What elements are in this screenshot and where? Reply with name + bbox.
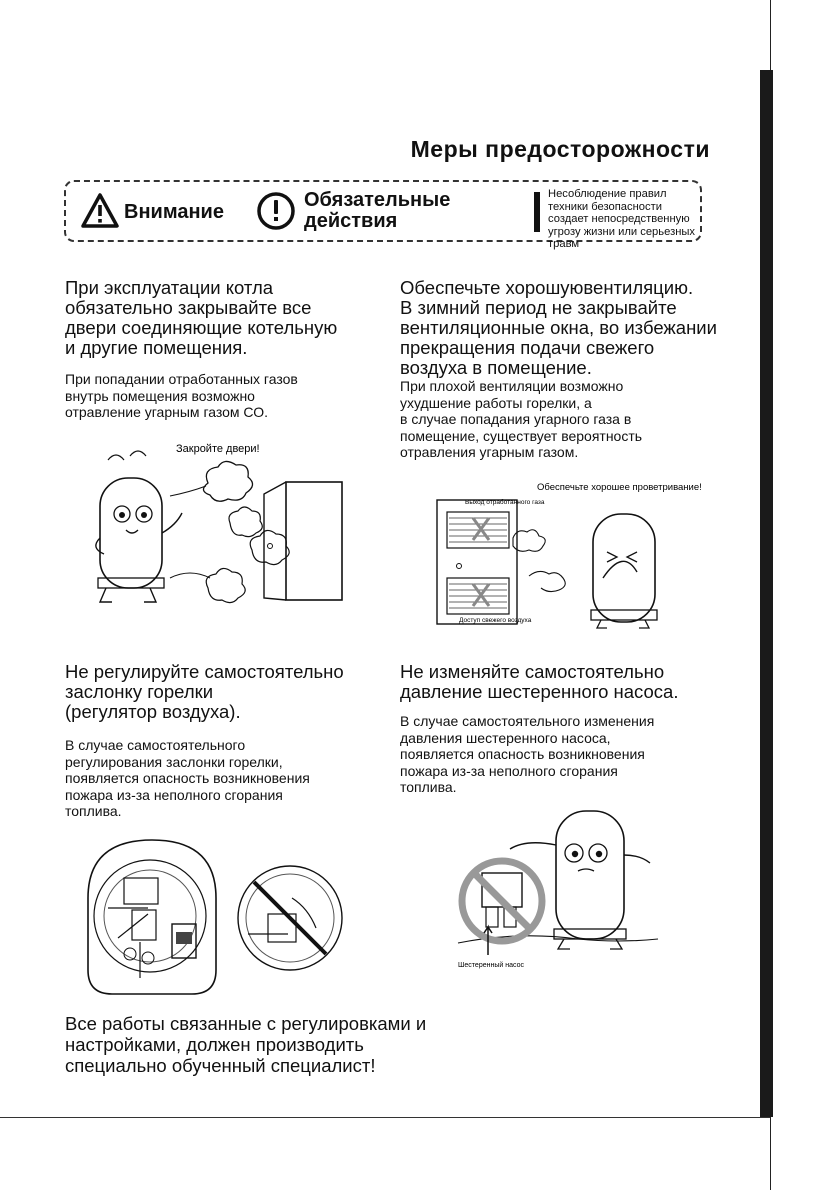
page-title: Меры предосторожности [410,136,710,162]
chapter-tab-bar [760,70,773,1117]
mandatory-label-line2: действия [304,210,398,232]
warning-label: Внимание [124,201,224,223]
burner-damper-illustration [78,838,360,996]
doors-body: При попадании отработанных газов внутрь помещения возможно отравление угарным газом СО. [65,371,298,420]
footer-divider [0,1117,770,1118]
fresh-air-label: Доступ свежего воздуха [459,617,532,624]
legend-box [64,180,702,250]
ventilation-illustration [425,478,725,630]
exclamation-circle-icon [256,191,296,231]
mandatory-label-line1: Обязательные [304,189,451,211]
damper-heading: Не регулируйте самостоятельно заслонку горелки (регулятор воздуха). [65,661,344,722]
pump-heading: Не изменяйте самостоятельно давление шестеренного насоса. [400,661,679,702]
legend-note: Несоблюдение правил техники безопасности создает непосредственную угрозу жизни или серьезных травм [548,188,696,250]
legend-separator [534,192,540,232]
gear-pump-illustration [450,805,660,970]
warning-triangle-icon [80,192,120,230]
pump-body: В случае самостоятельного изменения давления шестеренного насоса, появляется опасность возникновения пожара из-за неполного сгорания топлива. [400,713,655,795]
damper-body: В случае самостоятельного регулирования заслонки горелки, появляется опасность возникновения пожара из-за неполного сгорания топлива. [65,737,310,819]
exhaust-label: Выход отработанного газа [465,499,545,506]
doors-heading: При эксплуатации котла обязательно закрывайте все двери соединяющие котельную и другие помещения. [65,277,338,358]
doors-caption: Закройте двери! [176,443,260,455]
ventilation-caption: Обеспечьте хорошее проветривание! [537,482,702,493]
close-doors-illustration [80,438,360,613]
gear-pump-label: Шестеренный насос [458,962,524,969]
specialist-note: Все работы связанные с регулировками и настройками, должен производить специально обученный специалист! [65,1013,427,1076]
ventilation-body: При плохой вентиляции возможно ухудшение работы горелки, а в случае попадания угарного газа в помещение, существует вероятность отравления угарным газом. [400,378,643,460]
ventilation-heading: Обеспечьте хорошуювентиляцию. В зимний период не закрывайте вентиляционные окна, во избежании прекращения подачи свежего воздуха в помещение. [400,277,717,378]
